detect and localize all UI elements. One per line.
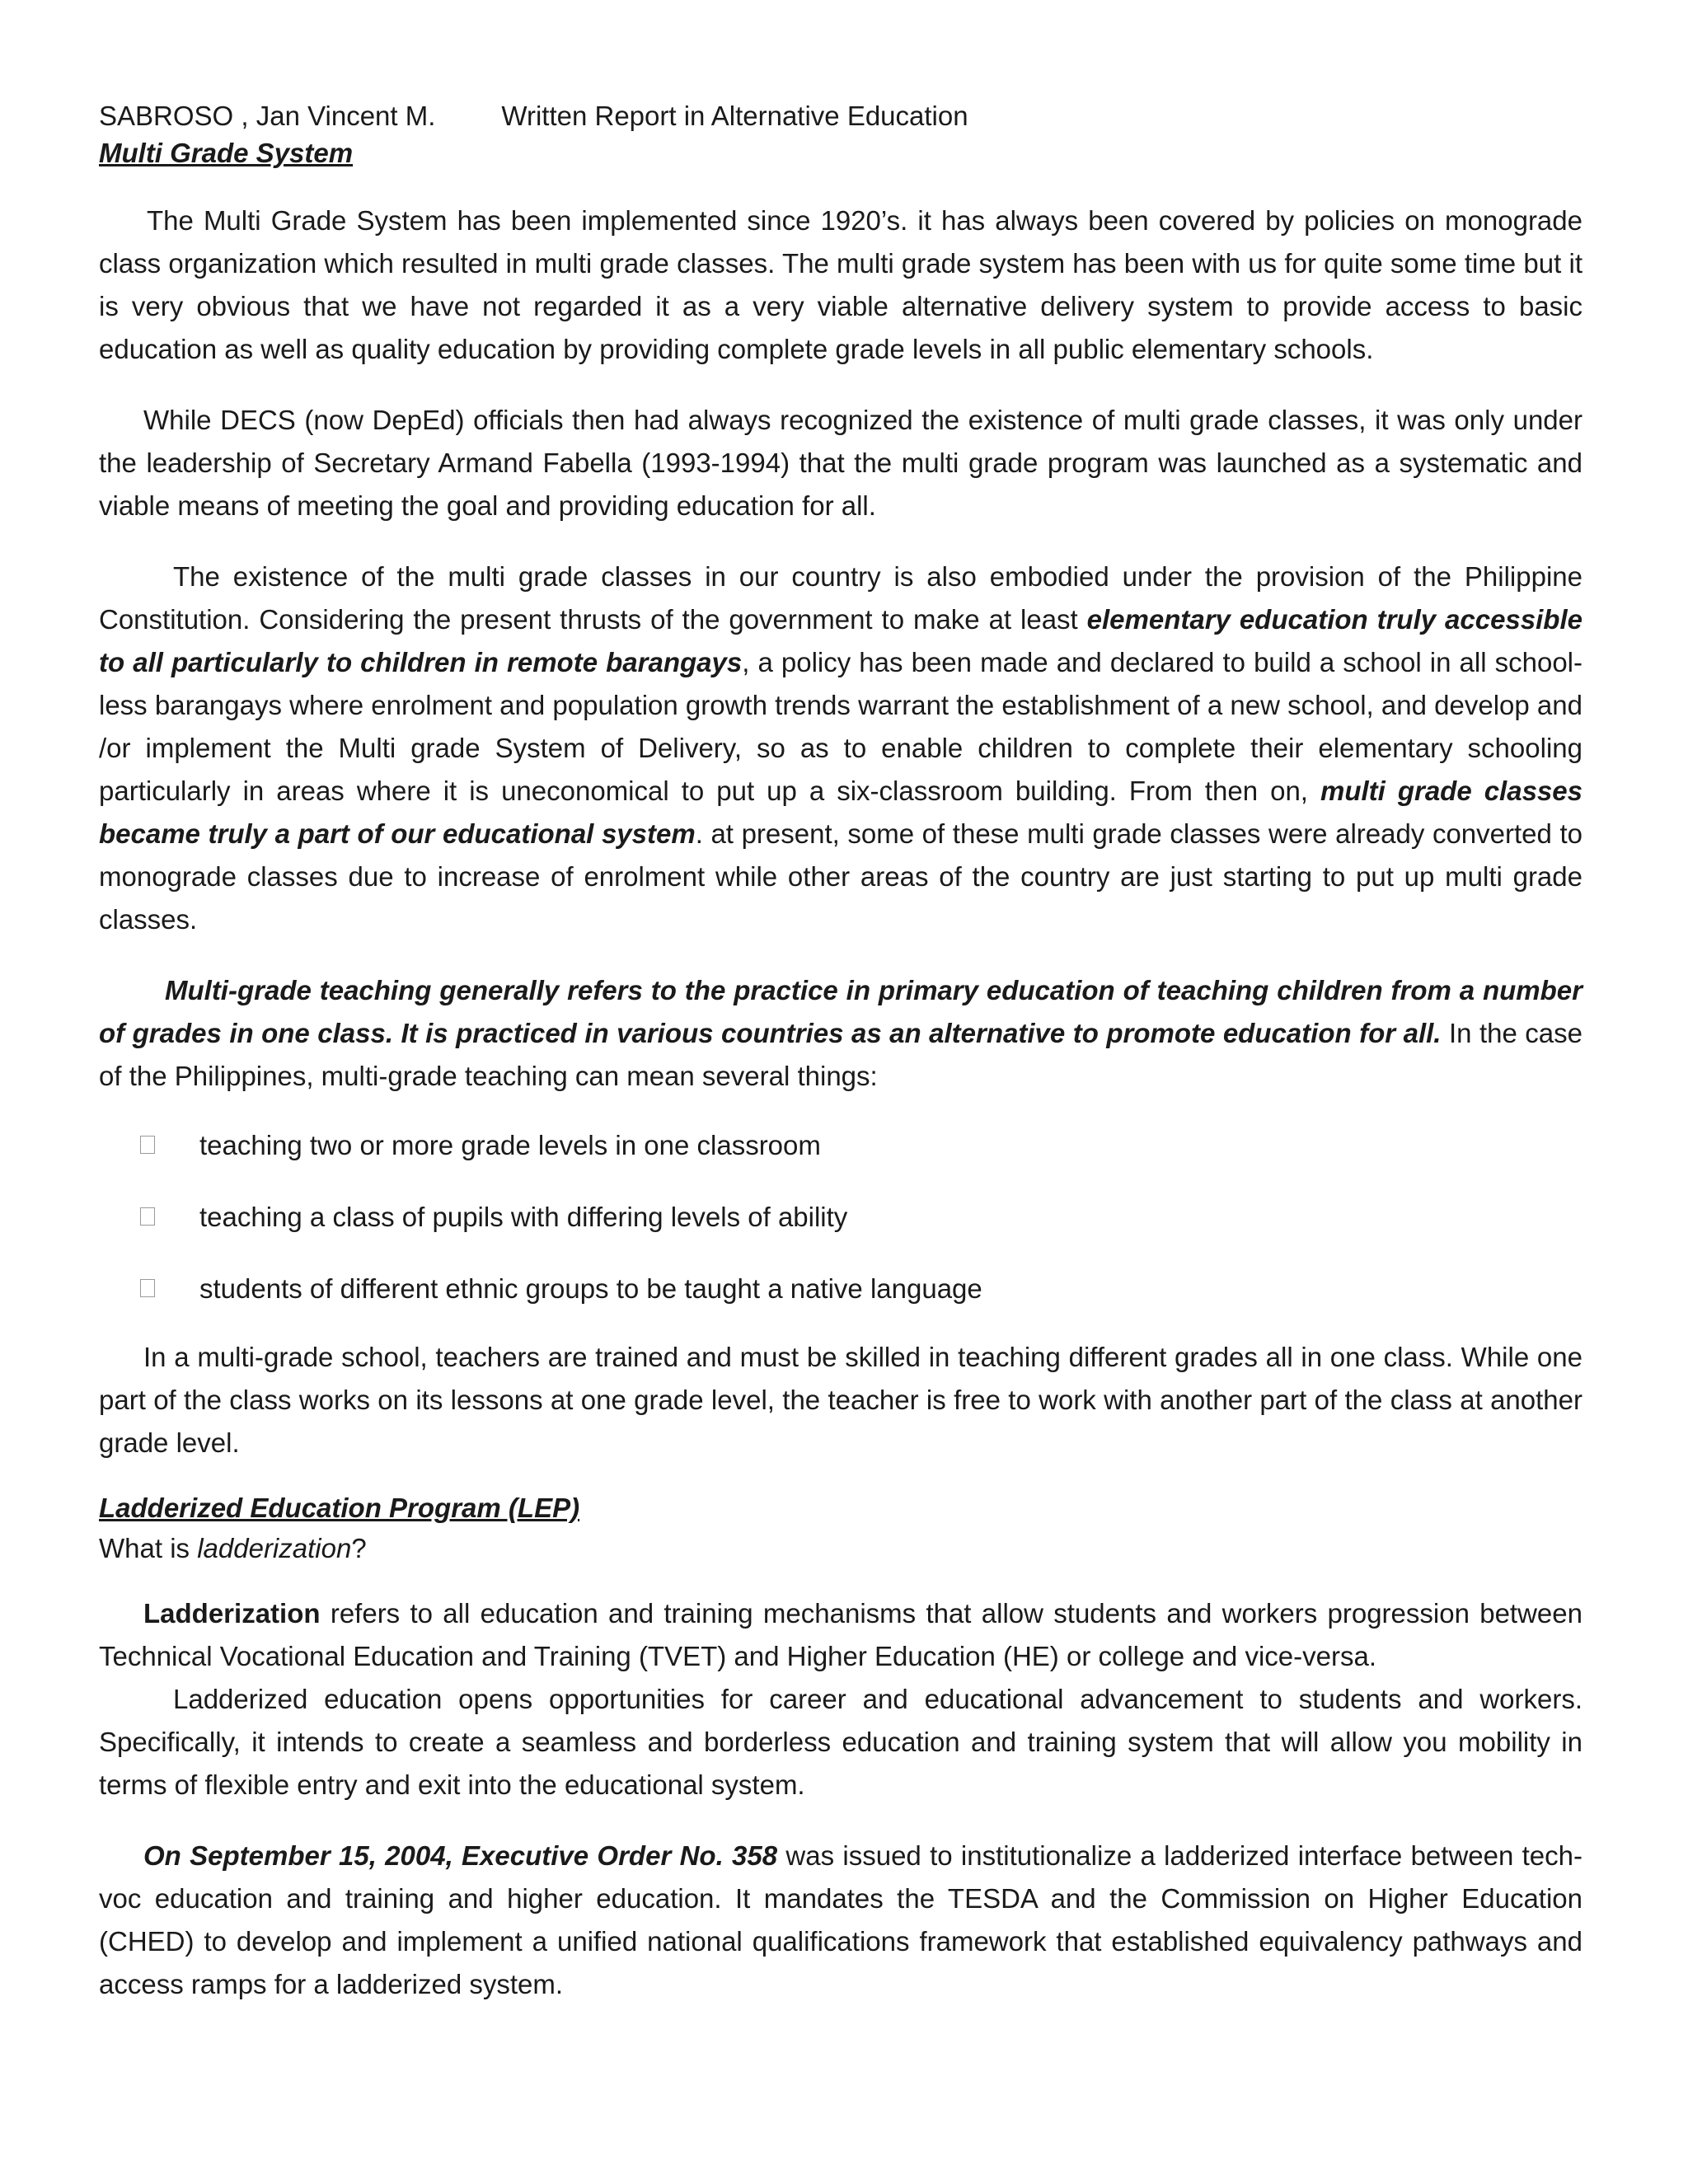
list-item-text: teaching two or more grade levels in one classroom [199,1130,821,1160]
section-title-multi-grade: Multi Grade System [99,138,354,168]
paragraph-ladderized-opportunities: Ladderized education opens opportunities for career and educational advancement to students and workers. Specifically, it intends to create a seamless and borderless education and training system that will allow you mobility in terms of flexible entry and exit into the educational system. [99,1684,1582,1800]
report-title: Written Report in Alternative Education [501,101,968,131]
emphasis-text: elementary education truly accessible to all particularly to children in remote barangays [99,604,1582,677]
bullet-box-icon [140,1136,155,1154]
paragraph-text: In the case of the Philippines, multi-grade teaching can mean several things: [99,1018,1582,1091]
bullet-box-icon [140,1207,155,1226]
paragraph-decs-deped: While DECS (now DepEd) officials then had always recognized the existence of multi grade classes, it was only under the leadership of Secretary Armand Fabella (1993-1994) that the multi grade program was launched as a systematic and viable means of meeting the goal and providing education for all. [99,405,1582,521]
question-term: ladderization [197,1533,352,1563]
paragraph-constitution [99,555,1582,941]
list-item-text: students of different ethnic groups to be taught a native language [199,1273,982,1304]
document-content [99,97,1582,2006]
paragraph-ladderization-definition [99,1592,1582,1678]
question-ladderization [99,1526,1582,1571]
document-header [99,97,1582,134]
paragraph-text: was issued to institutionalize a ladderized interface between tech-voc education and training and higher education. It mandates the TESDA and the Commission on Higher Education (CHED) to develop and implement a unified national qualifications framework that established equivalency pathways and access ramps for a ladderized system. [99,1840,1582,1999]
list-item [99,1196,1582,1239]
paragraph-text: , a policy has been made and declared to build a school in all school-less barangays where enrolment and population growth trends warrant the establishment of a new school, and develop and /or implement the Multi grade System of Delivery, so as to enable children to complete their elementary schooling particularly in areas where it is uneconomical to put up a six-classroom building. From then on, [99,647,1582,806]
paragraph-text: The existence of the multi grade classes in our country is also embodied under the provision of the Philippine Constitution. Considering the present thrusts of the government to make at least [99,561,1582,635]
emphasis-text: multi grade classes became truly a part of our educational system [99,776,1582,849]
list-item-text: teaching a class of pupils with differing levels of ability [199,1202,848,1232]
paragraph-multigrade-intro: The Multi Grade System has been implemented since 1920’s. it has always been covered by policies on monograde class organization which resulted in multi grade classes. The multi grade system has been with us for quite some time but it is very obvious that we have not regarded it as a very viable alternative delivery system to provide access to basic education as well as quality education by providing complete grade levels in all public elementary schools. [99,205,1582,364]
question-text: ? [351,1533,367,1563]
question-text: What is [99,1533,198,1563]
list-item [99,1124,1582,1167]
bullet-box-icon [140,1279,155,1297]
paragraph-definition [99,969,1582,1098]
bold-term: Ladderization [143,1598,321,1629]
bullet-list [99,1124,1582,1310]
emphasis-text: Multi-grade teaching generally refers to the practice in primary education of teaching children from a number of grades in one class. It is practiced in various countries as an alternative to promote education for all. [99,975,1582,1048]
paragraph-text: . at present, some of these multi grade classes were already converted to monograde classes due to increase of enrolment while other areas of the country are just starting to put up multi grade classes. [99,818,1582,935]
emphasis-text: On September 15, 2004, Executive Order No. 358 [143,1840,778,1871]
paragraph-text: refers to all education and training mechanisms that allow students and workers progression between Technical Vocational Education and Training (TVET) and Higher Education (HE) or college and vice-versa. [99,1598,1582,1671]
paragraph-executive-order [99,1835,1582,2006]
author-name: SABROSO , Jan Vincent M. [99,101,436,131]
list-item [99,1268,1582,1310]
paragraph-multigrade-school: In a multi-grade school, teachers are trained and must be skilled in teaching different grades all in one class. While one part of the class works on its lessons at one grade level, the teacher is free to work with another part of the class at another grade level. [99,1342,1582,1458]
section-title-ladderized: Ladderized Education Program (LEP) [99,1493,580,1523]
